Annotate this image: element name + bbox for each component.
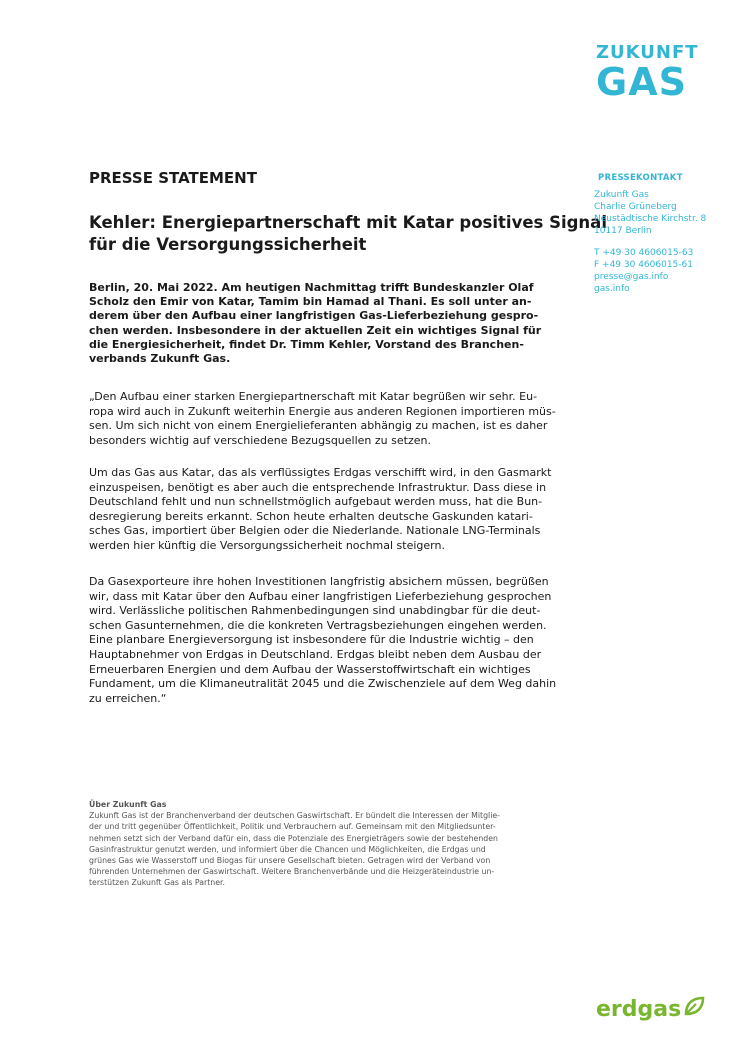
- lead-line: Scholz den Emir von Katar, Tamim bin Hamad al Thani. Es soll unter an-: [89, 295, 532, 309]
- body-line: Um das Gas aus Katar, das als verflüssigtes Erdgas verschifft wird, in den Gasmarkt: [89, 466, 552, 479]
- body-line: Deutschland fehlt und nun schnellstmöglich aufgebaut werden muss, hat die Bun-: [89, 495, 543, 509]
- erdgas-logo: [596, 995, 705, 1023]
- headline: [89, 212, 607, 256]
- body-line: besonders wichtig auf verschiedene Bezugsquellen zu setzen.: [89, 433, 431, 447]
- logo-line-2: GAS: [596, 60, 687, 104]
- about-line: nehmen setzt sich der Verband dafür ein, dass die Potenziale des Energieträgers sowie der bestehenden: [89, 833, 498, 843]
- body-paragraph-2: [89, 466, 569, 554]
- body-line: Da Gasexporteure ihre hohen Investitionen langfristig absichern müssen, begrüßen: [89, 575, 549, 588]
- press-contact-heading: PRESSEKONTAKT: [598, 173, 683, 183]
- lead-line: die Energiesicherheit, findet Dr. Timm Kehler, Vorstand des Branchen-: [89, 337, 524, 351]
- contact-website-link[interactable]: gas.info: [594, 284, 630, 294]
- press-contact: [594, 172, 734, 295]
- about-line: Zukunft Gas ist der Branchenverband der deutschen Gaswirtschaft. Er bündelt die Interessen der Mitglie-: [89, 811, 500, 821]
- body-line: werden hier künftig die Versorgungssicherheit nochmal steigern.: [89, 538, 445, 552]
- body-line: zu erreichen.“: [89, 691, 167, 705]
- body-line: ropa wird auch in Zukunft weiterhin Energie aus anderen Regionen importieren müs-: [89, 404, 556, 418]
- body-line: Hauptabnehmer von Erdgas in Deutschland. Erdgas bleibt neben dem Ausbau der: [89, 647, 542, 661]
- about-line: Gasinfrastruktur genutzt werden, und informiert über die Chancen und Möglichkeiten, die Erdgas und: [89, 844, 486, 854]
- about-section: [89, 799, 569, 889]
- body-line: Erneuerbaren Energien und dem Aufbau der Wasserstoffwirtschaft ein wichtiges: [89, 662, 531, 676]
- document-kicker: PRESSE STATEMENT: [89, 169, 257, 187]
- erdgas-logo-text: erdgas: [596, 996, 682, 1022]
- body-line: einzuspeisen, benötigt es aber auch die entsprechende Infrastruktur. Dass diese in: [89, 480, 547, 494]
- about-line: terstützen Zukunft Gas als Partner.: [89, 878, 226, 888]
- contact-person: Charlie Grüneberg: [594, 202, 677, 212]
- lead-paragraph: [89, 281, 542, 366]
- leaf-icon: [683, 995, 705, 1023]
- body-line: desregierung bereits erkannt. Schon heute erhalten deutsche Gaskunden katari-: [89, 509, 533, 523]
- lead-line: derem über den Aufbau einer langfristigen Gas-Lieferbeziehung gespro-: [89, 309, 539, 323]
- about-line: führenden Unternehmen der Gaswirtschaft. Weitere Branchenverbände und die Heizgeräteindustrie un-: [89, 867, 495, 877]
- contact-street: Neustädtische Kirchstr. 8: [594, 214, 707, 224]
- headline-line: für die Versorgungssicherheit: [89, 235, 367, 254]
- body-line: sches Gas, importiert über Belgien oder die Niederlande. Nationale LNG-Terminals: [89, 524, 541, 538]
- body-line: „Den Aufbau einer starken Energiepartnerschaft mit Katar begrüßen wir sehr. Eu-: [89, 390, 538, 403]
- body-line: sen. Um sich nicht von einem Energielieferanten abhängig zu machen, ist es daher: [89, 419, 548, 433]
- body-line: wird. Verlässliche politischen Rahmenbedingungen sind unabdingbar für die deut-: [89, 604, 541, 618]
- lead-line: Berlin, 20. Mai 2022. Am heutigen Nachmittag trifft Bundeskanzler Olaf: [89, 281, 534, 294]
- body-line: Eine planbare Energieversorgung ist insbesondere für die Industrie wichtig – den: [89, 633, 534, 647]
- lead-line: verbands Zukunft Gas.: [89, 352, 231, 366]
- contact-phone: T +49 30 4606015-63: [594, 248, 694, 258]
- contact-email-link[interactable]: presse@gas.info: [594, 272, 669, 282]
- lead-line: chen werden. Insbesondere in der aktuellen Zeit ein wichtiges Signal für: [89, 323, 542, 337]
- body-line: wir, dass mit Katar über den Aufbau einer langfristigen Lieferbeziehung gesprochen: [89, 589, 552, 603]
- about-line: grünes Gas wie Wasserstoff und Biogas für unsere Gesellschaft bieten. Getragen wird der Verband von: [89, 856, 491, 866]
- logo-line-1: ZUKUNFT: [596, 42, 699, 63]
- contact-fax: F +49 30 4606015-61: [594, 260, 693, 270]
- about-heading: Über Zukunft Gas: [89, 800, 167, 809]
- contact-org: Zukunft Gas: [594, 190, 649, 200]
- body-line: Fundament, um die Klimaneutralität 2045 und die Zwischenziele auf dem Weg dahin: [89, 677, 557, 691]
- body-paragraph-3: [89, 575, 569, 706]
- headline-line: Kehler: Energiepartnerschaft mit Katar positives Signal: [89, 213, 607, 232]
- body-paragraph-1: [89, 390, 569, 448]
- zukunft-gas-logo: [596, 42, 699, 104]
- about-line: der und tritt gegenüber Öffentlichkeit, Politik und Verbrauchern auf. Gemeinsam mit den Mitgliedsunter-: [89, 822, 496, 832]
- contact-city: 10117 Berlin: [594, 226, 652, 236]
- body-line: schen Gasunternehmen, die die konkreten Vertragsbeziehungen eingehen werden.: [89, 618, 547, 632]
